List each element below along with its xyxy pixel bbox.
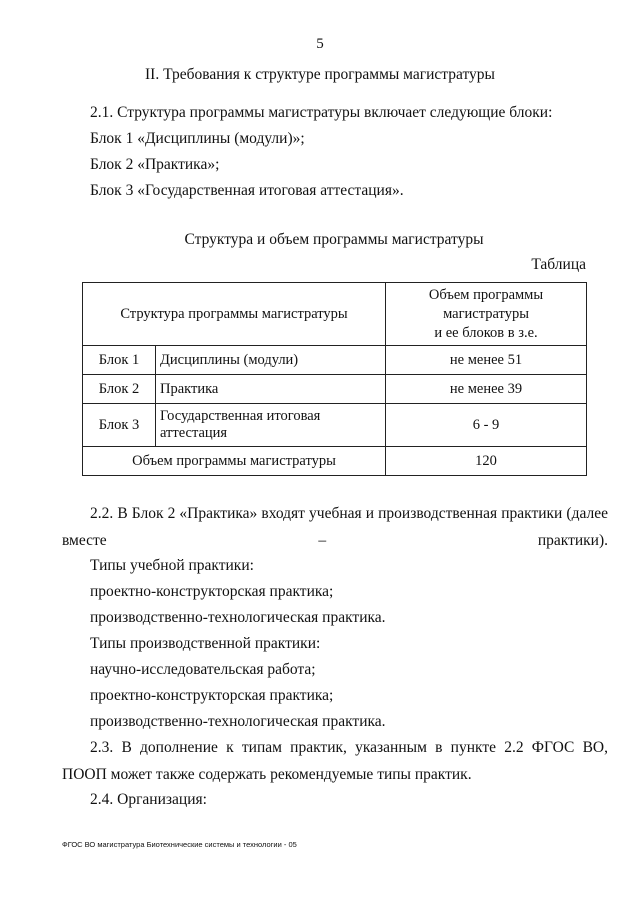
row-name: Практика [156,375,386,404]
row-block: Блок 3 [83,404,156,447]
row-value: 6 - 9 [386,404,587,447]
row-block: Блок 1 [83,346,156,375]
row-block: Блок 2 [83,375,156,404]
header-volume-line: магистратуры [443,305,529,322]
prod-type-item: научно-исследовательская работа; [90,661,316,678]
header-volume-line: Объем программы [428,286,544,303]
page-footer: ФГОС ВО магистратура Биотехнические системы и технологии - 05 [62,840,297,849]
block-1-item: Блок 1 «Дисциплины (модули)»; [90,130,305,147]
row-value: не менее 39 [386,375,587,404]
table-row [83,346,587,375]
header-volume-line: и ее блоков в з.е. [434,324,538,341]
paragraph-2-1: 2.1. Структура программы магистратуры включает следующие блоки: [90,104,553,121]
paragraph-2-3-text: 2.3. В дополнение к типам практик, указанным в пункте 2.2 ФГОС ВО, ПООП может также содержать рекомендуемые типы практик. [62,739,608,783]
header-structure: Структура программы магистратуры [83,283,386,346]
page-number: 5 [316,36,324,52]
edu-types-heading: Типы учебной практики: [90,557,254,574]
section-heading: II. Требования к структуре программы магистратуры [145,66,495,83]
table-total-row [83,447,587,476]
paragraph-2-2 [62,500,608,554]
structure-table [82,282,587,476]
prod-type-item: проектно-конструкторская практика; [90,687,334,704]
total-value: 120 [386,447,587,476]
table-label: Таблица [531,256,586,273]
prod-type-item: производственно-технологическая практика. [90,713,386,730]
block-2-item: Блок 2 «Практика»; [90,156,220,173]
header-volume [386,283,587,346]
table-row [83,404,587,447]
paragraph-2-3 [62,734,608,788]
table-header-row [83,283,587,346]
total-label: Объем программы магистратуры [83,447,386,476]
paragraph-2-4: 2.4. Организация: [90,791,207,808]
prod-types-heading: Типы производственной практики: [90,635,321,652]
row-name: Дисциплины (модули) [156,346,386,375]
table-caption: Структура и объем программы магистратуры [184,231,484,248]
table-row [83,375,587,404]
row-value: не менее 51 [386,346,587,375]
block-3-item: Блок 3 «Государственная итоговая аттестация». [90,182,404,199]
edu-type-item: производственно-технологическая практика. [90,609,386,626]
edu-type-item: проектно-конструкторская практика; [90,583,334,600]
paragraph-2-2-text: 2.2. В Блок 2 «Практика» входят учебная и производственная практики (далее вместе – практики). [62,505,608,549]
row-name: Государственная итоговая аттестация [156,404,386,447]
